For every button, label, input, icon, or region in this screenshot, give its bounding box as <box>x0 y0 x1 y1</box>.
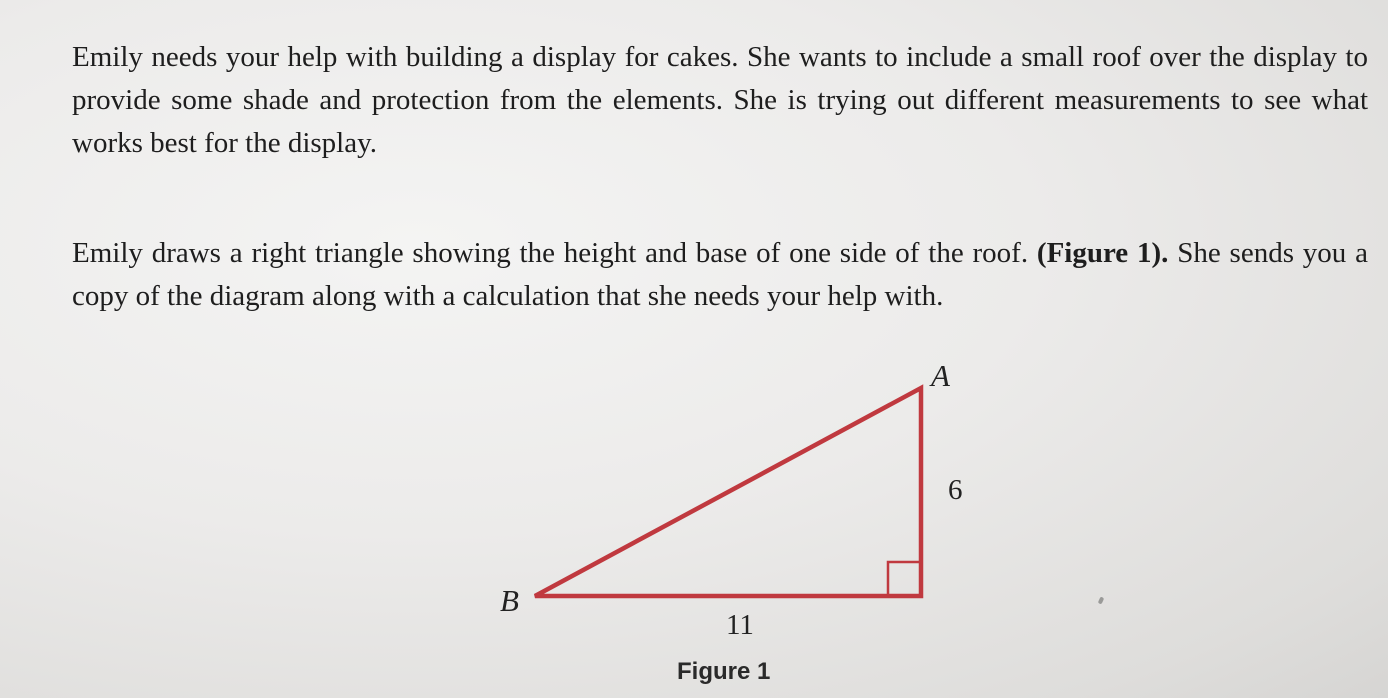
height-label: 6 <box>948 474 963 506</box>
figure-caption: Figure 1 <box>677 658 771 685</box>
intro-text: Emily needs your help with building a display for cakes. She wants to include a small roof over the display to provide some shade and protection from the elements. She is trying out different measurements to see what works best for the display. <box>72 41 1368 159</box>
problem-intro-paragraph <box>72 36 1368 165</box>
description-text-start: Emily draws a right triangle showing the height and base of one side of the roof. <box>72 237 1037 269</box>
base-label: 11 <box>726 609 754 641</box>
paper-speck <box>1098 596 1105 604</box>
vertex-a-label: A <box>931 358 950 393</box>
right-triangle-figure <box>480 350 1000 690</box>
description-text-end: She sends you a copy of the diagram along with a calculation that she needs your help with. <box>72 237 1368 312</box>
right-angle-marker <box>888 562 921 596</box>
figure-description-paragraph <box>72 232 1368 318</box>
triangle-outline <box>535 388 921 596</box>
vertex-b-label: B <box>500 583 519 618</box>
figure-reference: (Figure 1). <box>1036 237 1169 269</box>
